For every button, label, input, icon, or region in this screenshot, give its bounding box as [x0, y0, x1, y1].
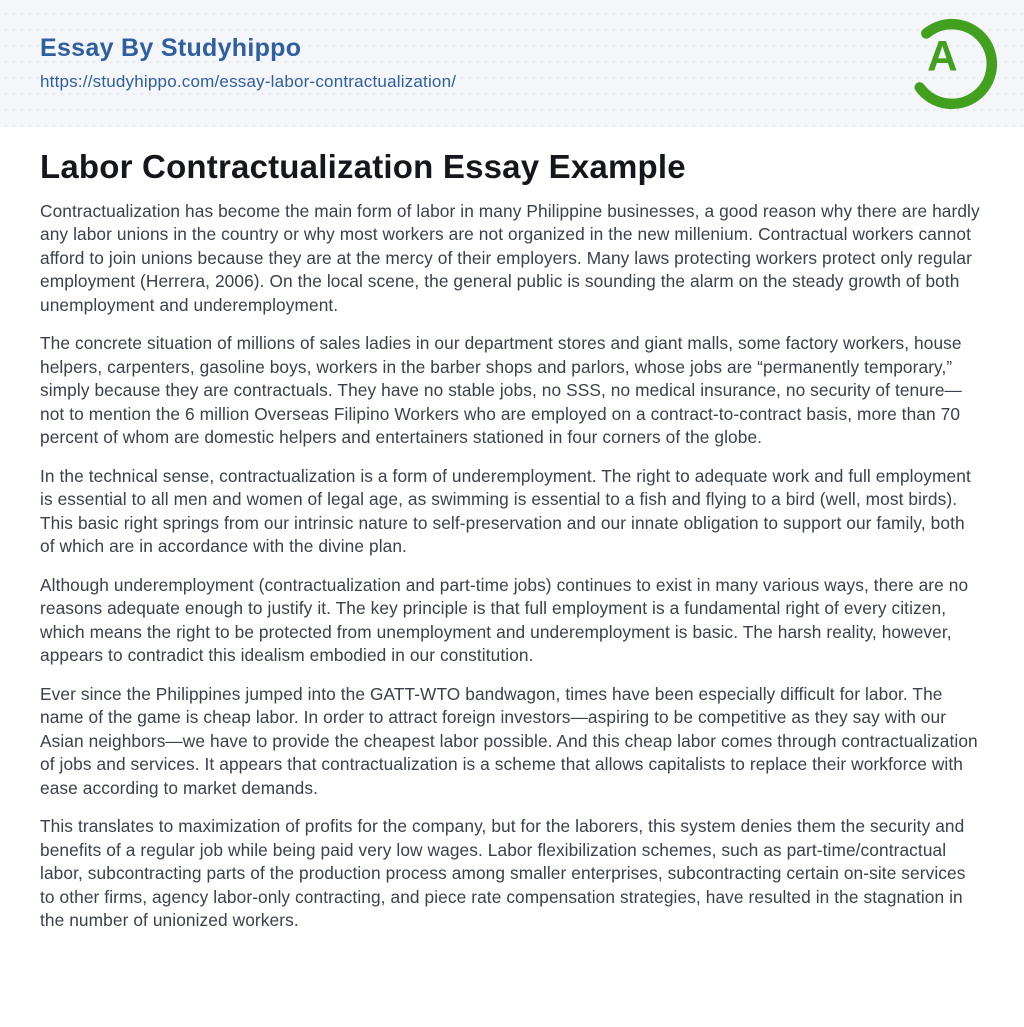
logo-letter: A [927, 32, 958, 80]
essay-paragraph-5: Ever since the Philippines jumped into the GATT-WTO bandwagon, times have been especially difficult for labor. The name of the game is cheap labor. In order to attract foreign investors—aspiring to be competitive as they say with our Asian neighbors—we have to provide the cheapest labor possible. And this cheap labor comes through contractualization of jobs and services. It appears that contractualization is a scheme that allows capitalists to replace their workforce with ease according to market demands. [40, 683, 978, 798]
essay-paragraph-4: Although underemployment (contractualization and part-time jobs) continues to exist in many various ways, there are no reasons adequate enough to justify it. The key principle is that full employment is a fundamental right of every citizen, which means the right to be protected from unemployment and underemployment is basic. The harsh reality, however, appears to contradict this idealism embodied in our constitution. [40, 574, 969, 666]
essay-paragraph-1: Contractualization has become the main form of labor in many Philippine businesses, a good reason why there are hardly any labor unions in the country or why most workers are not organized in the new millenium. Contractual workers cannot afford to join unions because they are at the mercy of their employers. Many laws protecting workers protect only regular employment (Herrera, 2006). On the local scene, the general public is sounding the alarm on the steady growth of both unemployment and underemployment. [40, 200, 980, 315]
site-header [0, 0, 1024, 127]
site-title: Essay By Studyhippo [40, 33, 302, 62]
essay-content [0, 127, 1024, 933]
essay-paragraph-6: This translates to maximization of profits for the company, but for the laborers, this system denies them the security and benefits of a regular job while being paid very low wages. Labor flexibilization schemes, such as part-time/contractual labor, subcontracting parts of the production process among smaller enterprises, subcontracting certain on-site services to other firms, agency labor-only contracting, and piece rate compensation strategies, have resulted in the stagnation in the number of unionized workers. [40, 816, 966, 931]
essay-paragraph-2: The concrete situation of millions of sales ladies in our department stores and giant malls, some factory workers, house helpers, carpenters, gasoline boys, workers in the barber shops and parlors, whose jobs are “permanently temporary,” simply because they are contractuals. They have no stable jobs, no SSS, no medical insurance, no security of tenure—not to mention the 6 million Overseas Filipino Workers who are employed on a contract-to-contract basis, more than 70 percent of whom are domestic helpers and entertainers stationed in four corners of the globe. [40, 333, 962, 448]
studyhippo-logo-icon [904, 15, 1000, 113]
essay-title: Labor Contractualization Essay Example [40, 148, 686, 185]
header-text-block [40, 35, 456, 93]
page-url-link[interactable]: https://studyhippo.com/essay-labor-contractualization/ [40, 72, 457, 92]
essay-paragraph-3: In the technical sense, contractualization is a form of underemployment. The right to adequate work and full employment is essential to all men and women of legal age, as swimming is essential to a fish and flying to a bird (well, most birds). This basic right springs from our intrinsic nature to self-preservation and our innate obligation to support our family, both of which are in accordance with the divine plan. [40, 465, 971, 557]
